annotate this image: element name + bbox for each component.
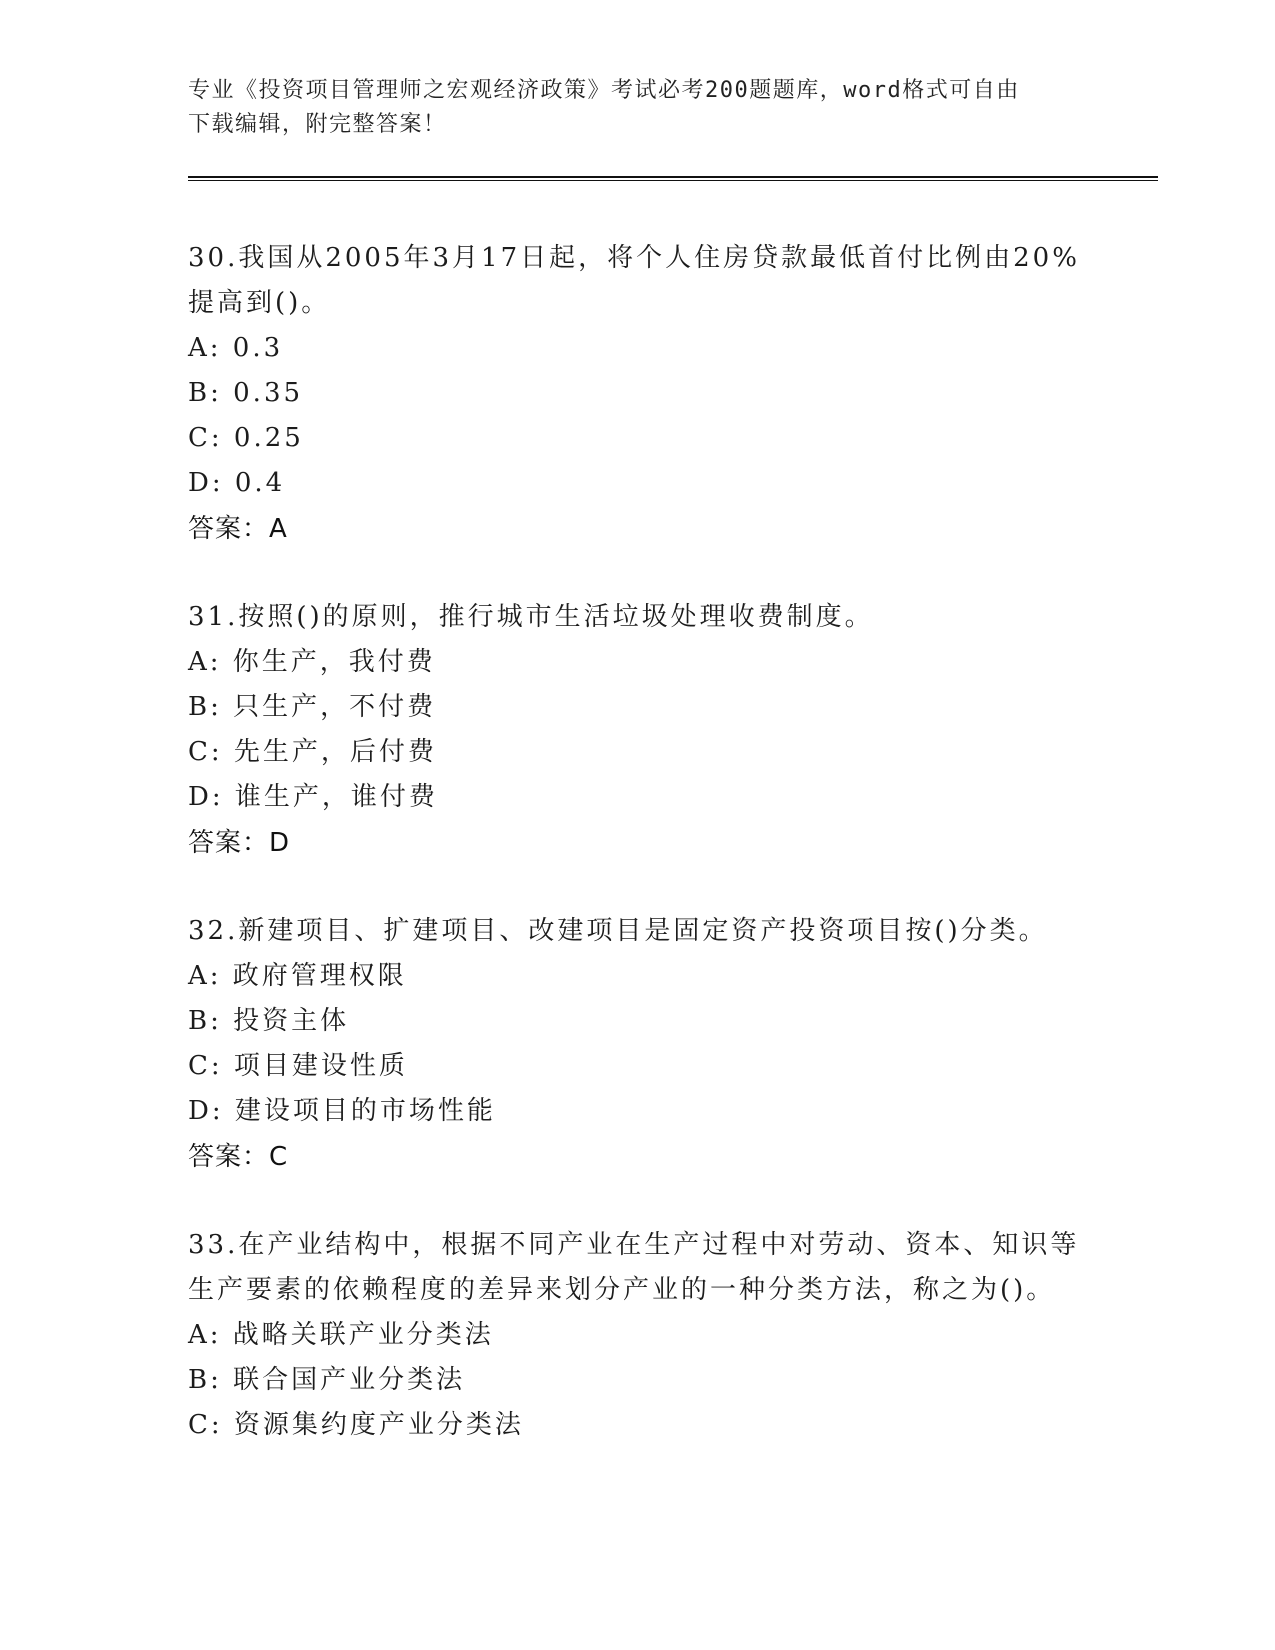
question-31	[188, 595, 1088, 867]
option-b: B: 联合国产业分类法	[188, 1365, 466, 1395]
header-divider	[188, 176, 1158, 181]
option-b: B: 投资主体	[188, 1006, 350, 1036]
question-stem-continued: 提高到()。	[188, 288, 331, 318]
option-b: B: 只生产，不付费	[188, 692, 437, 722]
question-stem: 33.在产业结构中，根据不同产业在生产过程中对劳动、资本、知识等	[188, 1230, 1080, 1260]
option-c: C: 先生产，后付费	[188, 737, 437, 767]
question-stem: 32.新建项目、扩建项目、改建项目是固定资产投资项目按()分类。	[188, 916, 1048, 946]
document-header	[188, 74, 1088, 142]
option-b: B: 0.35	[188, 378, 304, 408]
answer-line: 答案：D	[188, 828, 291, 858]
option-a: A: 战略关联产业分类法	[188, 1320, 494, 1350]
header-line-1: 专业《投资项目管理师之宏观经济政策》考试必考200题题库，word格式可自由	[188, 78, 1020, 103]
option-d: D: 谁生产，谁付费	[188, 782, 438, 812]
question-32	[188, 909, 1088, 1181]
option-a: A: 你生产，我付费	[188, 647, 436, 677]
answer-line: 答案：C	[188, 1142, 289, 1172]
option-a: A: 0.3	[188, 333, 284, 363]
option-d: D: 建设项目的市场性能	[188, 1096, 496, 1126]
option-a: A: 政府管理权限	[188, 961, 407, 991]
question-stem: 30.我国从2005年3月17日起，将个人住房贷款最低首付比例由20%	[188, 243, 1080, 273]
option-c: C: 项目建设性质	[188, 1051, 408, 1081]
question-list	[188, 236, 1088, 1490]
option-c: C: 0.25	[188, 423, 304, 453]
header-line-2: 下载编辑，附完整答案！	[188, 112, 447, 137]
option-d: D: 0.4	[188, 468, 286, 498]
question-33	[188, 1223, 1088, 1448]
option-c: C: 资源集约度产业分类法	[188, 1410, 524, 1440]
question-30	[188, 236, 1088, 553]
answer-line: 答案：A	[188, 514, 288, 544]
question-stem: 31.按照()的原则，推行城市生活垃圾处理收费制度。	[188, 602, 874, 632]
question-stem-continued: 生产要素的依赖程度的差异来划分产业的一种分类方法，称之为()。	[188, 1275, 1056, 1305]
